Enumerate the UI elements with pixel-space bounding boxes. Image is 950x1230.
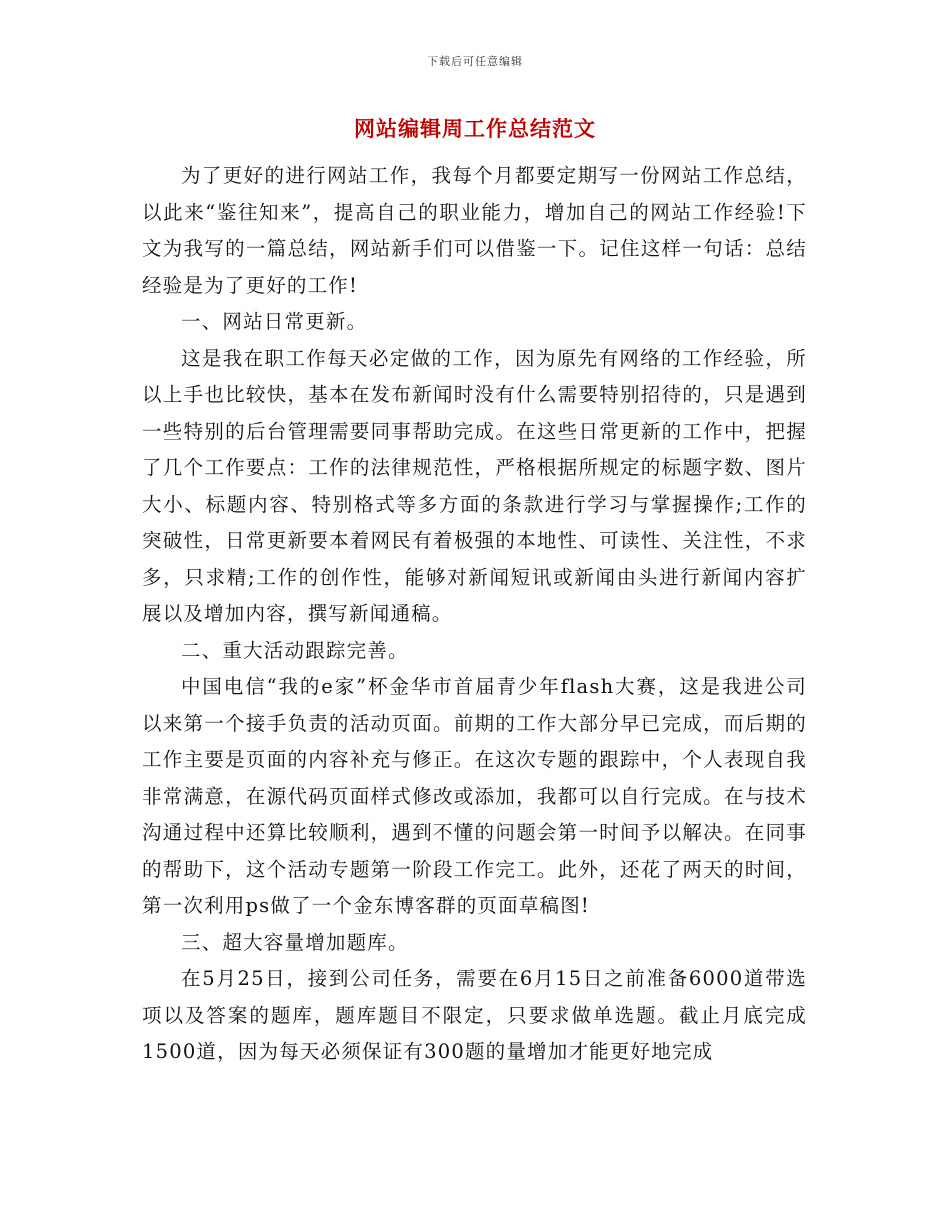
document-body [142,158,807,1071]
header-note: 下载后可任意编辑 [427,55,523,68]
section-heading-major-events: 二、重大活动跟踪完善。 [181,638,409,662]
section-heading-daily-updates: 一、网站日常更新。 [181,310,368,333]
document-title: 网站编辑周工作总结范文 [354,116,596,141]
section-heading-question-bank: 三、超大容量增加题库。 [181,930,409,954]
paragraph-major-events: 中国电信“我的e家”杯金华市首届青少年flash大赛，这是我进公司以来第一个接手负责的活动页面。前期的工作大部分早已完成，而后期的工作主要是页面的内容补充与修正。在这次专题的跟踪中，个人表现自我非常满意，在源代码页面样式修改或添加，我都可以自行完成。在与技术沟通过程中还算比较顺利，遇到不懂的问题会第一时间予以解决。在同事的帮助下，这个活动专题第一阶段工作完工。此外，还花了两天的时间，第一次利用ps做了一个金东博客群的页面草稿图! [142,675,807,917]
paragraph-intro: 为了更好的进行网站工作，我每个月都要定期写一份网站工作总结，以此来“鉴往知来”，提高自己的职业能力，增加自己的网站工作经验!下文为我写的一篇总结，网站新手们可以借鉴一下。记住这样一句话：总结经验是为了更好的工作! [142,164,807,297]
paragraph-daily-updates: 这是我在职工作每天必定做的工作，因为原先有网络的工作经验，所以上手也比较快，基本在发布新闻时没有什么需要特别招待的，只是遇到一些特别的后台管理需要同事帮助完成。在这些日常更新的工作中，把握了几个工作要点：工作的法律规范性，严格根据所规定的标题字数、图片大小、标题内容、特别格式等多方面的条款进行学习与掌握操作;工作的突破性，日常更新要本着网民有着极强的本地性、可读性、关注性，不求多，只求精;工作的创作性，能够对新闻短讯或新闻由头进行新闻内容扩展以及增加内容，撰写新闻通稿。 [142,346,807,625]
paragraph-question-bank: 在5月25日，接到公司任务，需要在6月15日之前准备6000道带选项以及答案的题库，题库题目不限定，只要求做单选题。截止月底完成1500道，因为每天必须保证有300题的量增加才能更好地完成 [142,967,807,1063]
